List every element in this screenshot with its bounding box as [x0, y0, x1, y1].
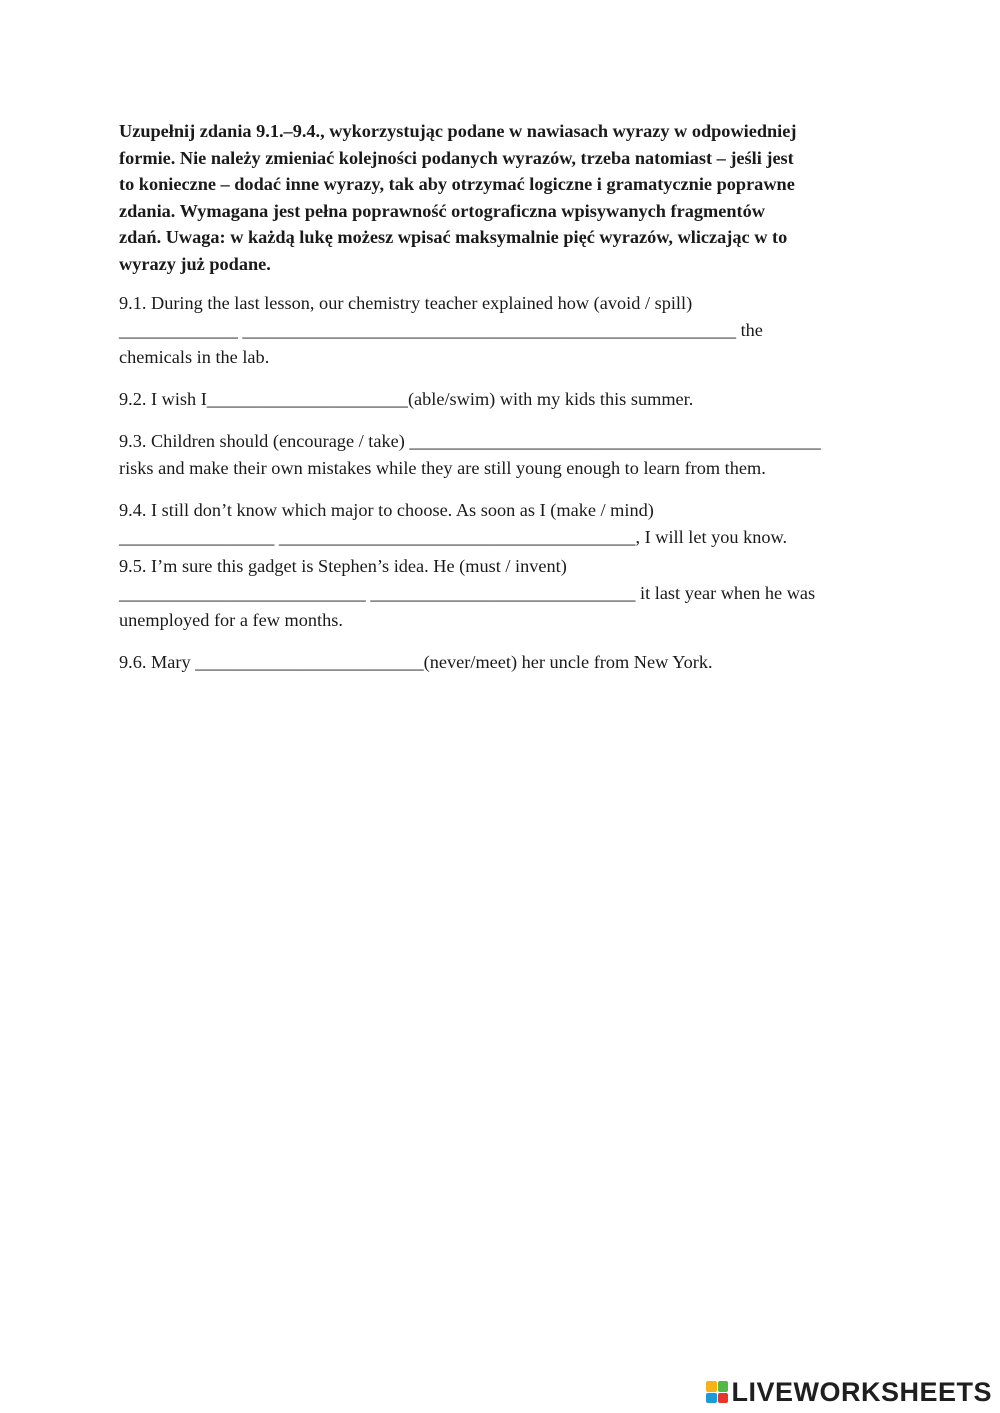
exercise-9-3 — [119, 428, 889, 482]
liveworksheets-logo-icon — [706, 1381, 728, 1403]
exercise-9-5-answer-line[interactable]: ___________________________ _____________________________ it last year when he was — [119, 582, 816, 603]
logo-square-red — [718, 1393, 729, 1404]
logo-square-blue — [706, 1393, 717, 1404]
liveworksheets-logo-text: LIVEWORKSHEETS — [731, 1376, 992, 1407]
instructions-text: Uzupełnij zdania 9.1.–9.4., wykorzystując podane w nawiasach wyrazy w odpowiedniej formie. Nie należy zmieniać kolejności podanych wyrazów, trzeba natomiast – jeśli jest to konieczne – dodać inne wyrazy, tak aby otrzymać logiczne i gramatycznie poprawne zdania. Wymagana jest pełna poprawność ortograficzna wpisywanych fragmentów zdań. Uwaga: w każdą lukę możesz wpisać maksymalnie pięć wyrazów, wliczając w to wyrazy już podane. — [119, 121, 797, 274]
exercise-9-5-line-3: unemployed for a few months. — [119, 609, 343, 630]
exercise-9-2-line-1[interactable]: 9.2. I wish I______________________(able/swim) with my kids this summer. — [119, 388, 694, 409]
exercise-9-6 — [119, 649, 889, 676]
worksheet-content — [119, 118, 889, 691]
exercise-9-3-line-2: risks and make their own mistakes while they are still young enough to learn from them. — [119, 457, 766, 478]
exercise-9-2 — [119, 386, 889, 413]
exercise-9-1-answer-line[interactable]: _____________ ______________________________________________________ the — [119, 319, 763, 340]
exercise-9-4 — [119, 497, 889, 551]
liveworksheets-logo — [706, 1375, 992, 1409]
exercise-9-3-line-1[interactable]: 9.3. Children should (encourage / take) _____________________________________________ — [119, 430, 821, 451]
exercise-9-1 — [119, 290, 889, 371]
exercise-9-1-line-3: chemicals in the lab. — [119, 346, 270, 367]
logo-square-green — [718, 1381, 729, 1392]
exercise-9-4-answer-line[interactable]: _________________ _______________________________________, I will let you know. — [119, 526, 788, 547]
exercise-9-5-line-1: 9.5. I’m sure this gadget is Stephen’s idea. He (must / invent) — [119, 555, 567, 576]
exercise-9-4-line-1: 9.4. I still don’t know which major to choose. As soon as I (make / mind) — [119, 499, 654, 520]
exercise-9-5 — [119, 553, 889, 634]
logo-square-orange — [706, 1381, 717, 1392]
exercise-9-6-line-1[interactable]: 9.6. Mary _________________________(never/meet) her uncle from New York. — [119, 651, 713, 672]
exercise-9-1-line-1: 9.1. During the last lesson, our chemistry teacher explained how (avoid / spill) — [119, 292, 693, 313]
